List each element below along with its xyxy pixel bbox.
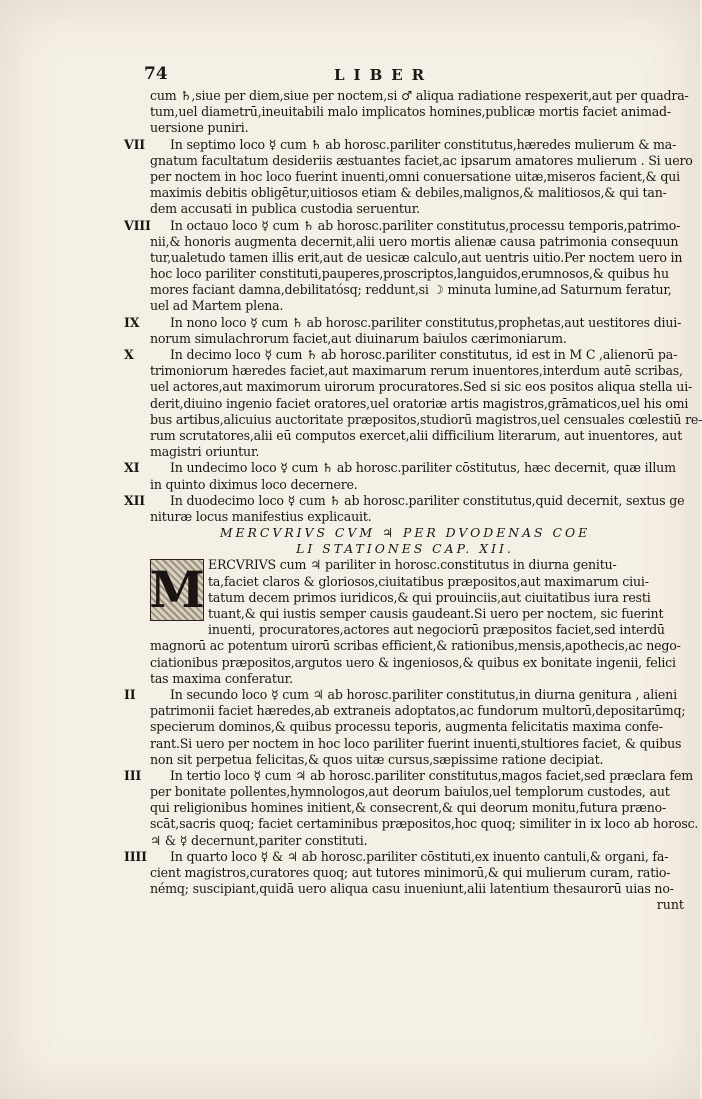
text-line — [126, 849, 684, 865]
text-line — [126, 315, 684, 331]
text-line: rant.Si uero per noctem in hoc loco pariliter fuerint inuenti,stultiores faciet, & quibus — [150, 735, 682, 751]
section-number: XI — [124, 460, 140, 476]
text-line: gnatum facultatum desideriis æstuantes faciet,ac ipsarum amatores mulierum . Si uero — [150, 152, 693, 168]
text-line: bus artibus,alicuius auctoritate præpositos,studiorū magistros,uel censuales cœlestiū re- — [150, 411, 702, 427]
text-line: hoc loco pariliter constituti,pauperes,proscriptos,languidos,erumnosos,& quibus hu — [150, 266, 669, 282]
text-line: cum ♄,siue per diem,siue per noctem,si ♂ aliqua radiatione respexerit,aut per quadra- — [150, 88, 689, 103]
text-line: uel ad Martem plena. — [150, 298, 284, 314]
text-body — [124, 88, 702, 914]
section-number: IIII — [124, 848, 147, 864]
text-line: non sit perpetua felicitas,& quos uitæ cursus,sæpissime ratione decipiat. — [150, 751, 604, 767]
page-header — [144, 64, 674, 86]
text-line: magistri oriuntur. — [150, 444, 260, 460]
paragraph — [126, 493, 684, 525]
section-number: II — [124, 686, 136, 702]
text-line: maximis debitis obligētur,uitiosos etiam & debiles,malignos,& malitiosos,& qui tan- — [150, 185, 667, 201]
text-line: ♃ & ☿ decernunt,pariter constituti. — [150, 832, 368, 848]
folio-number: 74 — [144, 64, 168, 84]
decorated-initial — [150, 559, 204, 621]
text-line: derit,diuino ingenio faciet oratores,uel oratoriæ artis magistros,grāmaticos,uel his omi — [150, 395, 689, 411]
line-text: In undecimo loco ☿ cum ♄ ab horosc.pariliter cōstitutus, hæc decernit, quæ illum — [170, 460, 676, 476]
running-head: LIBER — [334, 66, 434, 84]
line-text: In quarto loco ☿ & ♃ ab horosc.pariliter cōstituti,ex inuento cantuli,& organi, fa- — [170, 848, 669, 864]
paragraph — [126, 88, 689, 137]
paragraph — [124, 136, 693, 218]
text-line: in quinto diximus loco decernere. — [150, 476, 358, 492]
text-line: ciationibus præpositos,argutos uero & ingeniosos,& quibus ex bonitate ingenii, felici — [150, 654, 676, 670]
paragraph — [126, 849, 684, 898]
text-line: nii,& honoris augmenta decernit,alii uero mortis alienæ causa patrimonia consequun — [150, 233, 679, 249]
paragraph — [126, 218, 684, 315]
text-line: magnorū ac potentum uirorū scribas efficient,& rationibus,mensis,apothecis,ac nego- — [150, 638, 681, 654]
paragraph — [124, 347, 702, 460]
text-line: trimoniorum hæredes faciet,aut maximarum rerum inuentores,interdum autē scribas, — [150, 363, 683, 379]
text-line: ta,faciet claros & gloriosos,ciuitatibus præpositos,aut maximarum ciui- — [208, 573, 649, 589]
text-line — [126, 218, 684, 234]
text-line: per noctem in hoc loco fuerint inuenti,omni conuersatione uitæ,miseros facient,& qui — [150, 168, 680, 184]
line-text: In tertio loco ☿ cum ♃ ab horosc.pariliter constitutus,magos faciet,sed præclara fem — [170, 767, 693, 783]
chapter-heading: LI STATIONES CAP. XII. — [296, 541, 514, 557]
initial-letter: M — [149, 560, 205, 620]
first-paragraph — [126, 557, 684, 687]
text-line: tatum decem primos iuridicos,& qui prouinciis,aut ciuitatibus iura resti — [208, 589, 651, 605]
section-number: VII — [124, 136, 145, 152]
paragraph — [126, 687, 684, 768]
text-line: scāt,sacris quoq; faciet certaminibus præpositos,hoc quoq; similiter in ix loco ab horosc. — [150, 816, 699, 832]
section-number: VIII — [124, 217, 151, 233]
text-line: rum scrutatores,alii eū computos exercet,alii difficilium literarum, aut inuentores, aut — [150, 427, 683, 443]
text-line: uersione puniri. — [150, 120, 249, 136]
line-text: In decimo loco ☿ cum ♄ ab horosc.pariliter constitutus, id est in M C ,alienorū pa- — [170, 347, 678, 362]
text-line — [124, 767, 693, 784]
text-line — [126, 137, 684, 153]
line-text: In septimo loco ☿ cum ♄ ab horosc.pariliter constitutus,hæredes mulierum & ma- — [170, 136, 677, 152]
text-line: per bonitate pollentes,hymnologos,aut deorum baiulos,uel templorum custodes, aut — [150, 784, 670, 800]
line-text: In secundo loco ☿ cum ♃ ab horosc.pariliter constitutus,in diurna genitura , alieni — [170, 686, 677, 702]
text-line: tum,uel diametrū,ineuitabili malo implicatos homines,publicæ mortis faciet animad- — [150, 104, 671, 120]
text-line — [126, 493, 684, 509]
text-line: qui religionibus homines initient,& consecrent,& qui deorum monitu,futura præno- — [150, 800, 667, 816]
text-line: cient magistros,curatores quoq; aut tutores minimorū,& qui mulierum curam, ratio- — [150, 865, 671, 880]
text-line: tas maxima conferatur. — [150, 670, 293, 686]
text-line: nituræ locus manifestius explicauit. — [150, 508, 372, 524]
paragraph — [126, 315, 684, 347]
text-line: inuenti, procuratores,actores aut negociorū præpositos faciet,sed interdū — [208, 622, 665, 638]
text-line: ERCVRIVS cum ♃ pariliter in horosc.constitutus in diurna genitu- — [208, 557, 617, 573]
chapter-heading: MERCVRIVS CVM ♃ PER DVODENAS COE — [219, 525, 591, 541]
section-number: X — [124, 347, 134, 362]
line-text: In octauo loco ☿ cum ♄ ab horosc.pariliter constitutus,processu temporis,patrimo- — [170, 217, 681, 233]
section-number: III — [124, 767, 142, 783]
text-line: specierum dominos,& quibus processu teporis, augmenta felicitatis maxima confe- — [150, 719, 663, 735]
text-line — [126, 460, 684, 476]
line-text: In duodecimo loco ☿ cum ♄ ab horosc.pariliter constitutus,quid decernit, sextus ge — [170, 492, 685, 508]
line-text: In nono loco ☿ cum ♄ ab horosc.pariliter constitutus,prophetas,aut uestitores diui- — [170, 314, 682, 330]
text-line: uel actores,aut maximorum uirorum procuratores.Sed si sic eos positos aliqua stella ui- — [150, 379, 693, 395]
text-line: norum simulachrorum faciet,aut diuinarum baiulos cærimoniarum. — [150, 330, 567, 346]
text-line: patrimonii faciet hæredes,ab extraneis adoptatos,ac fundorum multorū,depositarūmq; — [150, 703, 686, 719]
text-line — [126, 347, 684, 363]
paragraph — [124, 767, 699, 849]
section-number: XII — [124, 492, 145, 508]
text-line: némq; suscipiant,quidā uero aliqua casu inueniunt,alii latentium thesaurorū uias no- — [150, 881, 674, 897]
text-line: tur,ualetudo tamen illis erit,aut de uesicæ calculo,aut uentris uitio.Per noctem uero in — [150, 249, 683, 265]
text-line: dem accusati in publica custodia seruentur. — [150, 201, 420, 217]
text-line — [126, 687, 684, 703]
catchword: runt — [656, 897, 684, 913]
text-line: mores faciant damna,debilitatósq; reddunt,si ☽ minuta lumine,ad Saturnum feratur, — [150, 282, 672, 298]
text-line: tuant,& qui iustis semper causis gaudeant.Si uero per noctem, sic fuerint — [208, 606, 664, 621]
section-number: IX — [124, 314, 140, 330]
paragraph — [126, 460, 684, 492]
